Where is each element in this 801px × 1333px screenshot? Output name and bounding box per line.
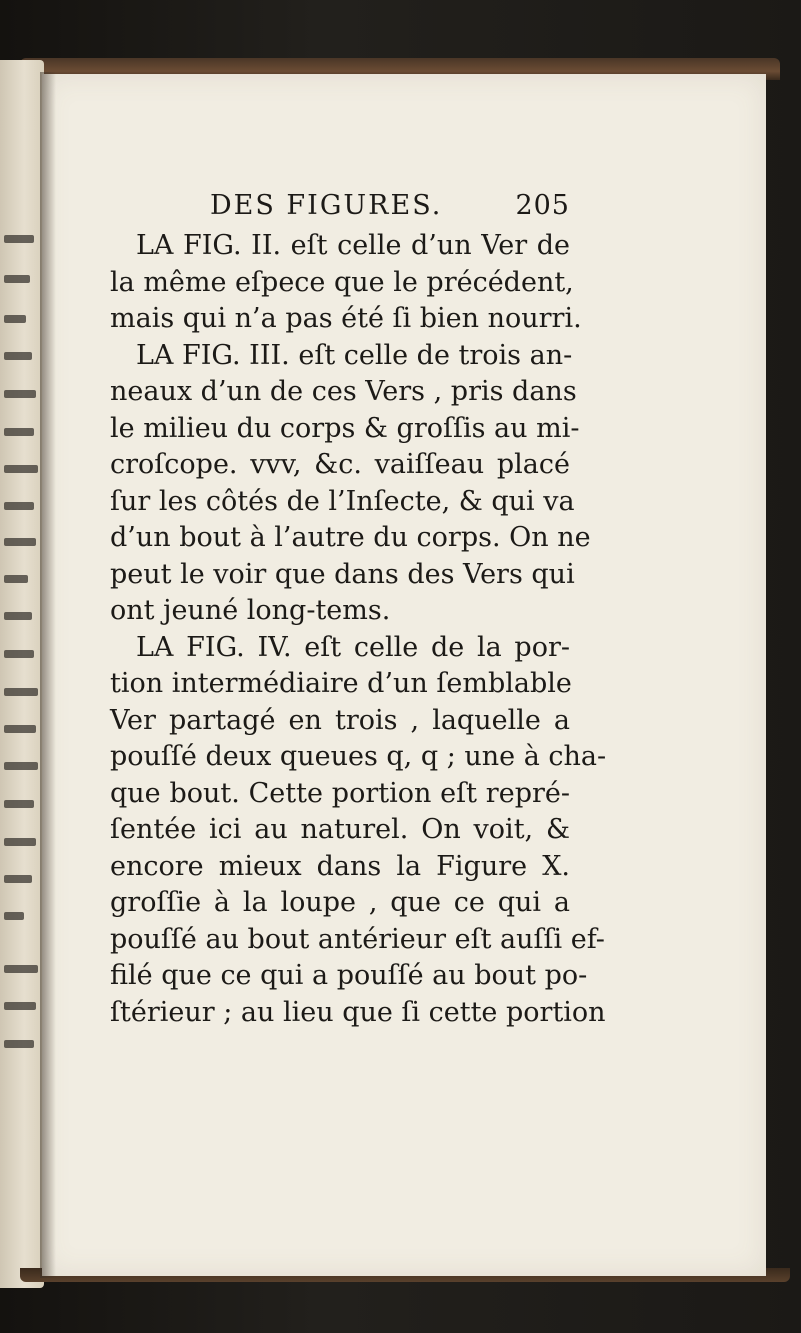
text-line: ſtérieur ; au lieu que ſi cette portion	[110, 996, 606, 1028]
bleed-through-mark	[4, 235, 34, 243]
bleed-through-mark	[4, 352, 32, 360]
text-line: filé que ce qui a pouſſé au bout po-	[110, 960, 588, 991]
bleed-through-mark	[4, 688, 38, 696]
text-line: tion intermédiaire d’un ſemblable	[110, 668, 572, 699]
bleed-through-mark	[4, 390, 36, 398]
running-head	[210, 190, 570, 226]
text-line: LA FIG. II. eſt celle d’un Ver de	[136, 230, 570, 261]
text-line: encore mieux dans la Figure X.	[110, 850, 570, 882]
bleed-through-mark	[4, 912, 24, 920]
bleed-through-mark	[4, 538, 36, 546]
bleed-through-mark	[4, 502, 34, 510]
text-line: Ver partagé en trois , laquelle a	[110, 704, 570, 736]
bleed-through-mark	[4, 465, 38, 473]
bleed-through-mark	[4, 1002, 36, 1010]
previous-page-edge	[0, 60, 44, 1288]
text-line: d’un bout à l’autre du corps. On ne	[110, 522, 591, 553]
bleed-through-mark	[4, 612, 32, 620]
bleed-through-mark	[4, 725, 36, 733]
text-line: pouſſé au bout antérieur eſt auſſi ef-	[110, 923, 605, 955]
page-gutter-shadow	[40, 72, 56, 1278]
body-text	[110, 228, 607, 1031]
bleed-through-mark	[4, 428, 34, 436]
text-line: le milieu du corps & groſſis au mi-	[110, 412, 580, 444]
bleed-through-mark	[4, 575, 28, 583]
bleed-through-mark	[4, 1040, 34, 1048]
text-line: pouſſé deux queues q, q ; une à cha-	[110, 741, 607, 772]
running-head-title: DES FIGURES.	[210, 190, 443, 221]
bleed-through-mark	[4, 650, 34, 658]
text-line: ſur les côtés de l’Inſecte, & qui va	[110, 485, 575, 517]
text-line: croſcope. vvv, &c. vaiſſeau placé	[110, 449, 570, 480]
bleed-through-mark	[4, 275, 30, 283]
bleed-through-mark	[4, 838, 36, 846]
bleed-through-mark	[4, 315, 26, 323]
text-line: que bout. Cette portion eſt repré-	[110, 777, 570, 809]
text-line: la même eſpece que le précédent,	[110, 266, 574, 298]
text-line: LA FIG. III. eſt celle de trois an-	[136, 339, 573, 371]
text-line: ont jeuné long-tems.	[110, 595, 391, 626]
bleed-through-mark	[4, 875, 32, 883]
bleed-through-mark	[4, 762, 38, 770]
bleed-through-mark	[4, 800, 34, 808]
text-line: mais qui n’a pas été ſi bien nourri.	[110, 303, 582, 334]
text-line: peut le voir que dans des Vers qui	[110, 558, 575, 590]
text-line: LA FIG. IV. eſt celle de la por-	[136, 631, 570, 663]
text-line: neaux d’un de ces Vers , pris dans	[110, 376, 577, 407]
bleed-through-mark	[4, 965, 38, 973]
page-text-block	[110, 190, 607, 1031]
text-line: groſſie à la loupe , que ce qui a	[110, 887, 570, 918]
page-number: 205	[515, 190, 570, 221]
text-line: ſentée ici au naturel. On voit, &	[110, 814, 570, 845]
